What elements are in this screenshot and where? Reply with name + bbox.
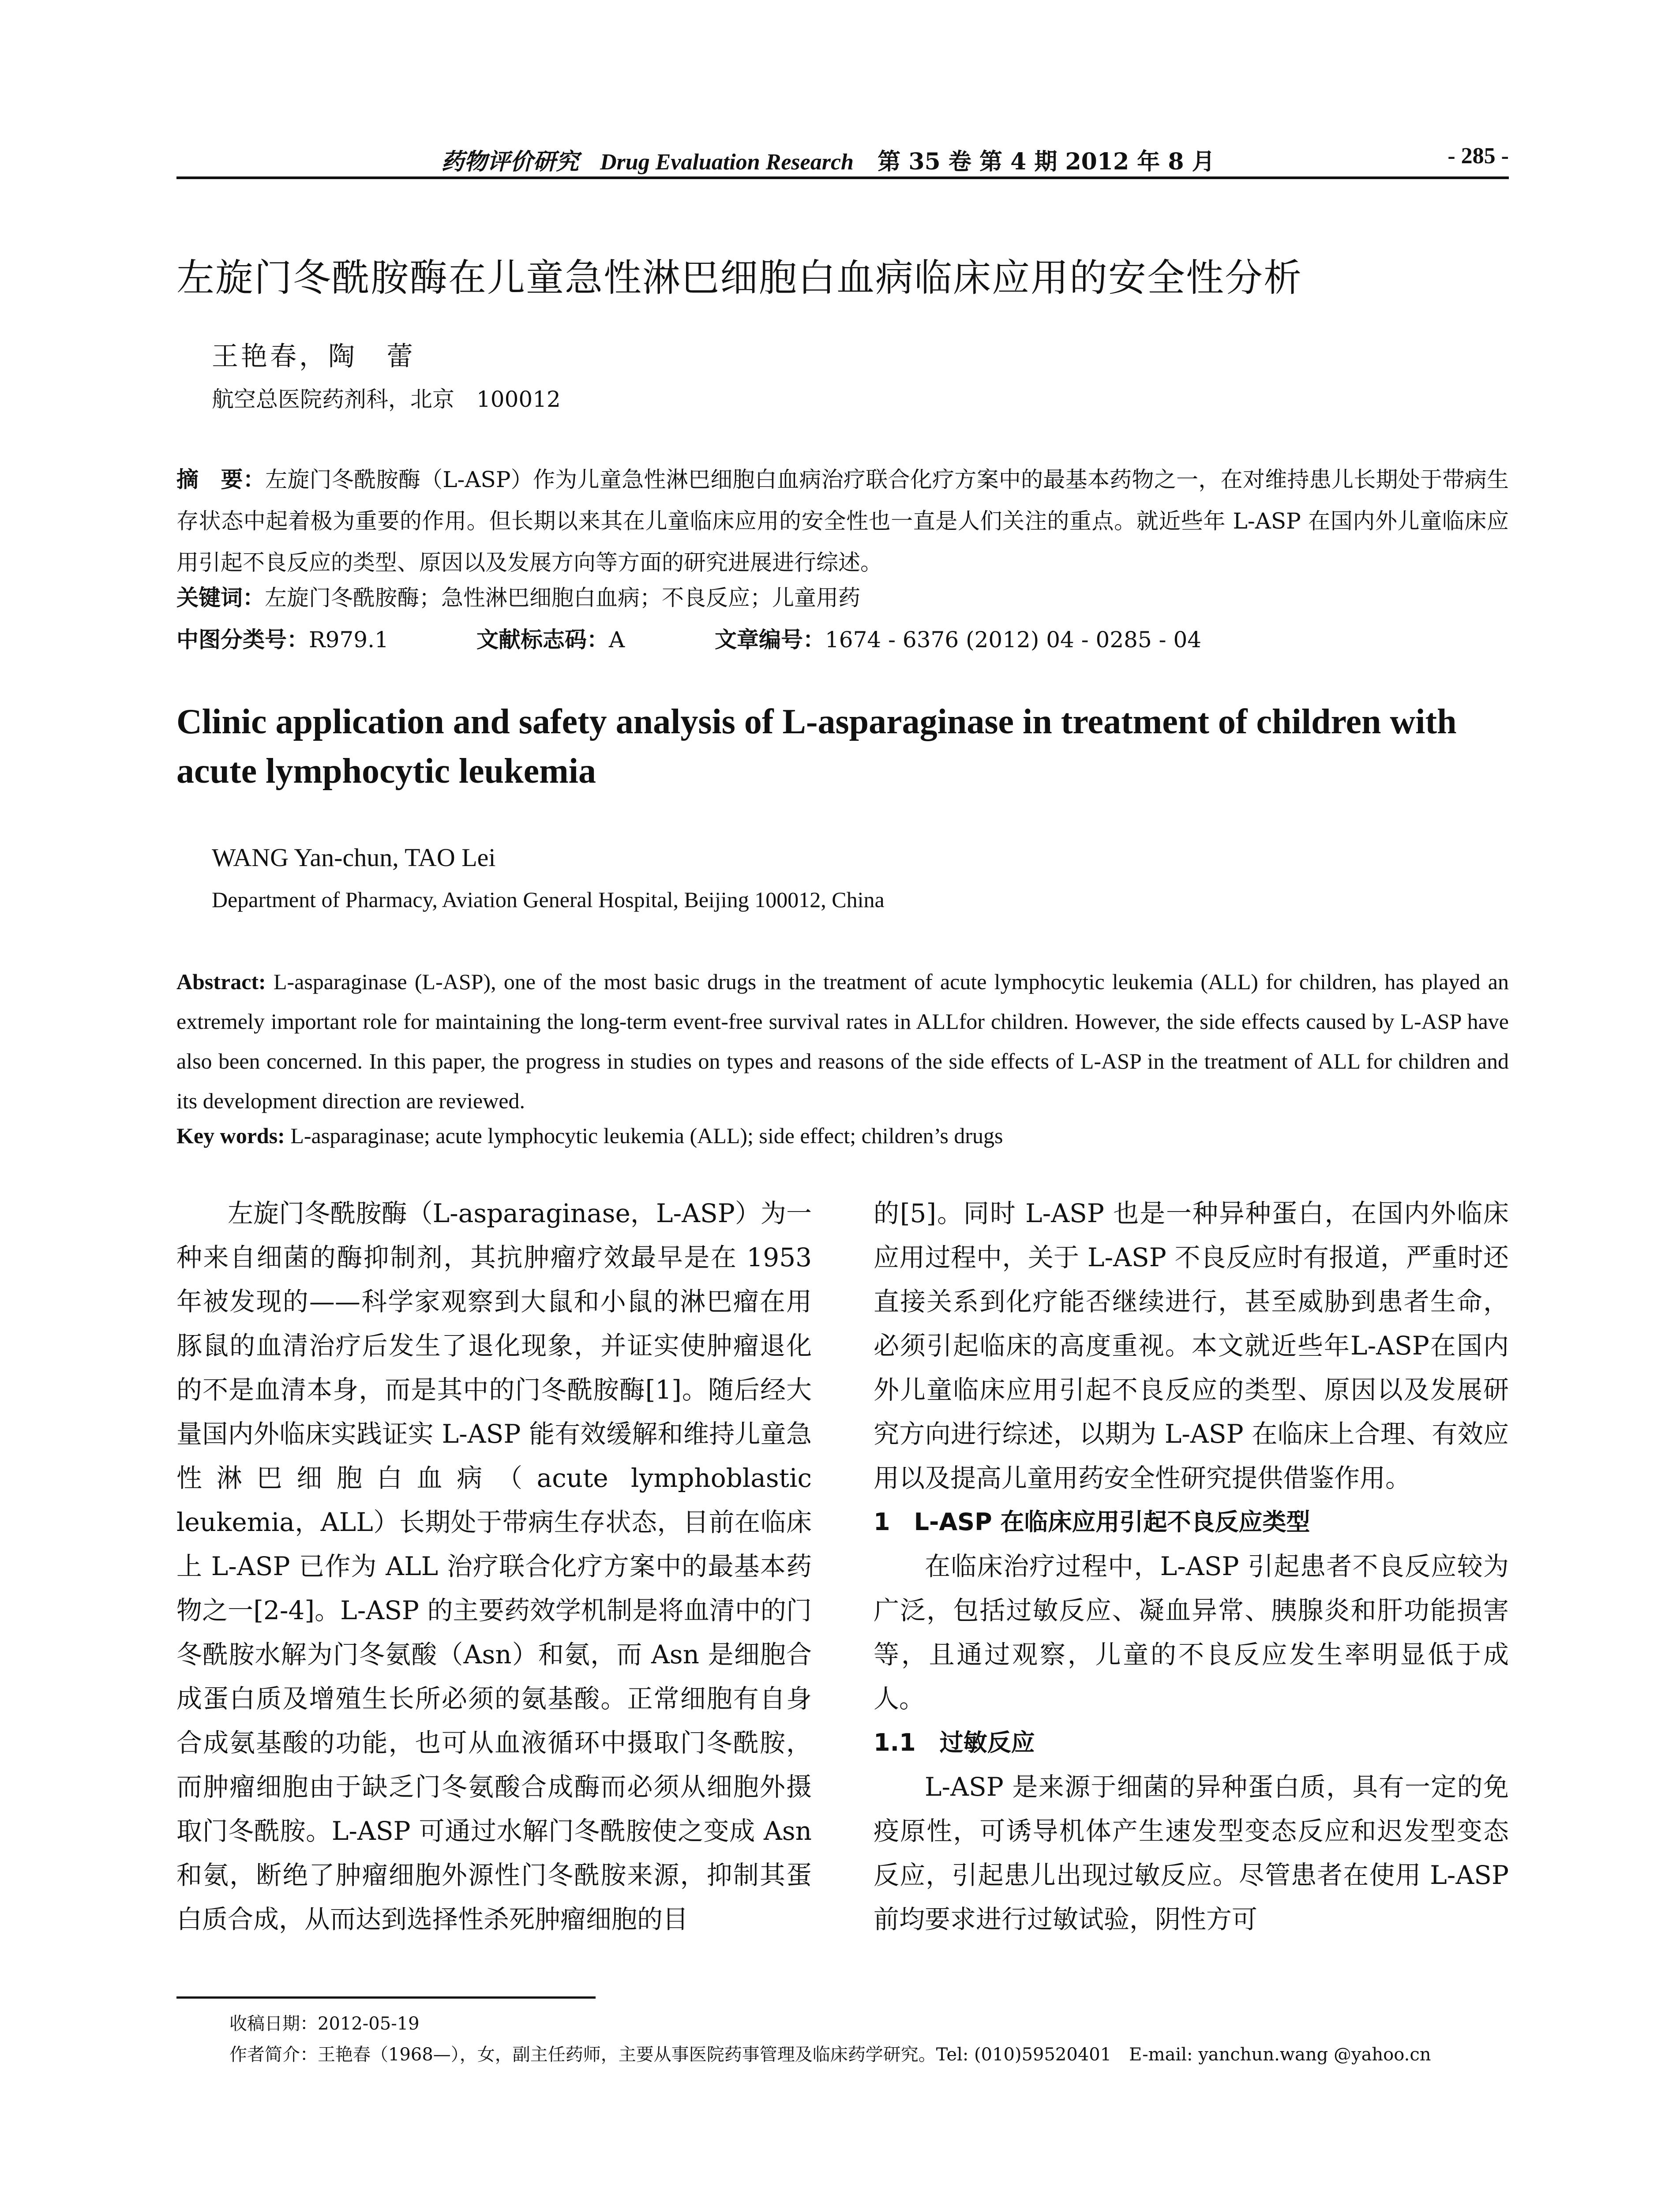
- running-header: [176, 141, 1509, 179]
- keywords-english-label: Key words:: [176, 1123, 285, 1148]
- title-chinese: 左旋门冬酰胺酶在儿童急性淋巴细胞白血病临床应用的安全性分析: [176, 256, 1302, 300]
- body-column-right: [874, 1191, 1509, 1941]
- body-column-left: [176, 1191, 812, 1941]
- title-english: Clinic application and safety analysis of L-asparaginase in treatment of children with acute lymphocytic leukemia: [176, 702, 1457, 791]
- authors-chinese: 王艳春，陶 蕾: [212, 341, 416, 372]
- keywords-chinese: [176, 580, 860, 612]
- doc-label: 文献标志码：: [476, 627, 609, 653]
- authors-english: WANG Yan-chun, TAO Lei: [212, 843, 496, 872]
- keywords-chinese-label: 关键词：: [176, 585, 265, 611]
- article-value: 1674 - 6376 (2012) 04 - 0285 - 04: [825, 627, 1202, 653]
- article-label: 文章编号：: [715, 627, 825, 653]
- subsection-heading: 1.1 过敏反应: [874, 1729, 1035, 1756]
- document-code: [476, 622, 625, 654]
- body-paragraph: L-ASP 是来源于细菌的异种蛋白质，具有一定的免疫原性，可诱导机体产生速发型变态反应和迟发型变态反应，引起患儿出现过敏反应。尽管患者在使用 L-ASP 前均要求进行过敏试验，阴性方可: [874, 1772, 1509, 1934]
- page-number: - 285 -: [1448, 143, 1509, 169]
- abstract-chinese: [176, 459, 1509, 583]
- footnote-author-bio: 作者简介：王艳春（1968—），女，副主任药师，主要从事医院药事管理及临床药学研究。Tel: (010)59520401 E-mail: yanchun.wang @yahoo.cn: [229, 2045, 1431, 2065]
- doc-value: A: [609, 627, 625, 653]
- abstract-english-label: Abstract:: [176, 969, 266, 994]
- affiliation-english: Department of Pharmacy, Aviation General Hospital, Beijing 100012, China: [212, 887, 885, 912]
- footnote-divider: [176, 1996, 596, 1999]
- abstract-english: [176, 962, 1509, 1121]
- body-paragraph: 的[5]。同时 L-ASP 也是一种异种蛋白，在国内外临床应用过程中，关于 L-ASP 不良反应时有报道，严重时还直接关系到化疗能否继续进行，甚至威胁到患者生命，必须引起临床的高度重视。本文就近些年L-ASP在国内外儿童临床应用引起不良反应的类型、原因以及发展研究方向进行综述，以期为 L-ASP 在临床上合理、有效应用以及提高儿童用药安全性研究提供借鉴作用。: [874, 1198, 1509, 1493]
- clc-label: 中图分类号：: [176, 627, 309, 653]
- body-paragraph: 在临床治疗过程中，L-ASP 引起患者不良反应较为广泛，包括过敏反应、凝血异常、胰腺炎和肝功能损害等，且通过观察，儿童的不良反应发生率明显低于成人。: [874, 1551, 1509, 1714]
- journal-issue: [600, 143, 1215, 176]
- footnote-received-date: 收稿日期：2012-05-19: [229, 2014, 420, 2034]
- journal-name: Drug Evaluation Research: [600, 150, 854, 175]
- issue-info: 第 35 卷 第 4 期 2012 年 8 月: [878, 148, 1215, 175]
- keywords-english-text: L-asparaginase; acute lymphocytic leukemia (ALL); side effect; children’s drugs: [285, 1123, 1003, 1148]
- keywords-english: [176, 1123, 1509, 1148]
- journal-logo: 药物评价研究: [441, 148, 579, 175]
- body-paragraph: 左旋门冬酰胺酶（L-asparaginase，L-ASP）为一种来自细菌的酶抑制剂，其抗肿瘤疗效最早是在 1953 年被发现的——科学家观察到大鼠和小鼠的淋巴瘤在用豚鼠的血清治疗后发生了退化现象，并证实使肿瘤退化的不是血清本身，而是其中的门冬酰胺酶[1]。随后经大量国内外临床实践证实 L-ASP 能有效缓解和维持儿童急性淋巴细胞白血病（acute lymphoblastic leukemia，ALL）长期处于带病生存状态，目前在临床上 L-ASP 已作为 ALL 治疗联合化疗方案中的最基本药物之一[2-4]。L-ASP 的主要药效学机制是将血清中的门冬酰胺水解为门冬氨酸（Asn）和氨，而 Asn 是细胞合成蛋白质及增殖生长所必须的氨基酸。正常细胞有自身合成氨基酸的功能，也可从血液循环中摄取门冬酰胺，而肿瘤细胞由于缺乏门冬氨酸合成酶而必须从细胞外摄取门冬酰胺。L-ASP 可通过水解门冬酰胺使之变成 Asn 和氨，断绝了肿瘤细胞外源性门冬酰胺来源，抑制其蛋白质合成，从而达到选择性杀死肿瘤细胞的目: [176, 1198, 812, 1934]
- clc-value: R979.1: [309, 627, 389, 653]
- article-number: [715, 622, 1201, 654]
- affiliation-chinese: 航空总医院药剂科，北京 100012: [212, 386, 561, 412]
- abstract-chinese-text: 左旋门冬酰胺酶（L-ASP）作为儿童急性淋巴细胞白血病治疗联合化疗方案中的最基本药物之一，在对维持患儿长期处于带病生存状态中起着极为重要的作用。但长期以来其在儿童临床应用的安全性也一直是人们关注的重点。就近些年 L-ASP 在国内外儿童临床应用引起不良反应的类型、原因以及发展方向等方面的研究进展进行综述。: [176, 467, 1509, 575]
- keywords-chinese-text: 左旋门冬酰胺酶；急性淋巴细胞白血病；不良反应；儿童用药: [265, 585, 860, 611]
- clc-number: [176, 622, 389, 654]
- abstract-chinese-label: 摘 要：: [176, 467, 266, 492]
- abstract-english-text: L-asparaginase (L-ASP), one of the most basic drugs in the treatment of acute lymphocytic leukemia (ALL) for children, has played an extremely important role for maintaining the long-term event-free survival rates in ALLfor children. However, the side effects caused by L-ASP have also been concerned. In this paper, the progress in studies on types and reasons of the side effects of L-ASP in the treatment of ALL for children and its development direction are reviewed.: [176, 969, 1509, 1113]
- section-heading: 1 L-ASP 在临床应用引起不良反应类型: [874, 1508, 1310, 1536]
